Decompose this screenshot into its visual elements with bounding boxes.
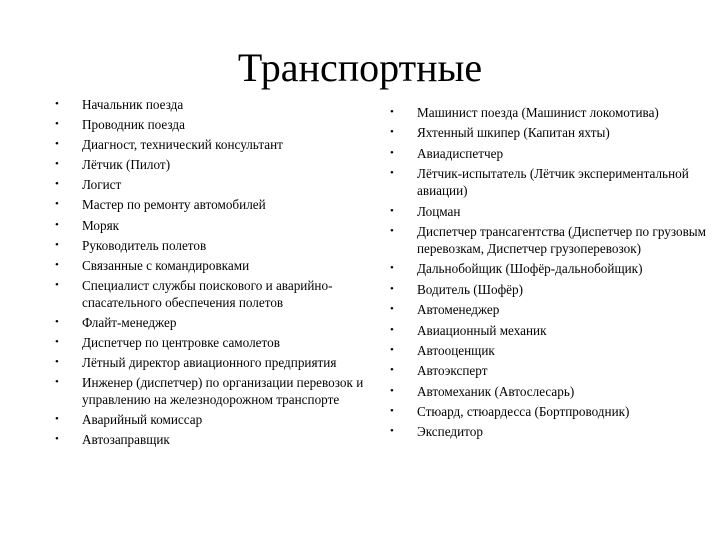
- bullet-icon: •: [55, 336, 59, 349]
- list-item-text: Лётчик (Пилот): [82, 157, 171, 173]
- bullet-icon: •: [55, 178, 59, 191]
- bullet-icon: •: [390, 167, 394, 180]
- bullet-icon: •: [55, 98, 59, 110]
- bullet-icon: •: [390, 384, 394, 397]
- list-item-text: Автоэксперт: [417, 363, 488, 379]
- list-item-text: Водитель (Шофёр): [417, 281, 523, 297]
- bullet-icon: •: [55, 198, 59, 211]
- bullet-icon: •: [390, 262, 394, 275]
- list-item: [55, 96, 377, 113]
- list-item: [55, 237, 377, 254]
- bullet-icon: •: [390, 323, 394, 336]
- bullet-icon: •: [55, 315, 59, 328]
- right-column-list: [390, 104, 712, 444]
- bullet-icon: •: [55, 376, 59, 389]
- list-item-text: Проводник поезда: [82, 117, 185, 133]
- list-item-text: Моряк: [82, 217, 120, 233]
- list-item-text: Диагност, технический консультант: [82, 137, 283, 153]
- list-item: [390, 322, 712, 339]
- bullet-icon: •: [55, 433, 59, 446]
- list-item: [55, 431, 377, 448]
- bullet-icon: •: [390, 364, 394, 377]
- bullet-icon: •: [390, 204, 394, 217]
- bullet-icon: •: [55, 413, 59, 426]
- list-item-text: Машинист поезда (Машинист локомотива): [417, 105, 659, 120]
- list-item: [55, 196, 377, 213]
- list-item: [390, 165, 712, 199]
- bullet-icon: •: [390, 343, 394, 356]
- list-item: [55, 156, 377, 173]
- list-item: [390, 362, 712, 379]
- list-item-text: Аварийный комиссар: [82, 412, 203, 428]
- left-column-list: [55, 96, 377, 452]
- bullet-icon: •: [55, 138, 59, 151]
- list-item: [55, 116, 377, 133]
- list-item: [390, 260, 712, 277]
- list-item-text: Яхтенный шкипер (Капитан яхты): [417, 125, 610, 141]
- list-item: [55, 374, 377, 408]
- list-item: [390, 223, 712, 257]
- list-item-text: Экспедитор: [417, 424, 483, 440]
- list-item-text: Лётный директор авиационного предприятия: [82, 355, 337, 371]
- bullet-icon: •: [55, 118, 59, 131]
- list-item-text: Инженер (диспетчер) по организации перевозок и управлению на железнодорожном транспорте: [82, 375, 364, 408]
- bullet-icon: •: [55, 158, 59, 171]
- bullet-icon: •: [390, 224, 394, 237]
- bullet-icon: •: [55, 218, 59, 231]
- bullet-icon: •: [390, 146, 394, 159]
- bullet-icon: •: [55, 238, 59, 251]
- list-item: [390, 203, 712, 220]
- list-item: [390, 383, 712, 400]
- list-item-text: Дальнобойщик (Шофёр-дальнобойщик): [417, 261, 643, 277]
- list-item-text: Лётчик-испытатель (Лётчик экспериментальной авиации): [417, 166, 689, 199]
- list-item: [55, 217, 377, 234]
- list-item: [390, 104, 712, 121]
- list-item: [390, 301, 712, 318]
- list-item-text: Специалист службы поискового и аварийно-спасательного обеспечения полетов: [82, 277, 333, 310]
- list-item: [390, 403, 712, 420]
- list-item-text: Диспетчер трансагентства (Диспетчер по грузовым перевозкам, Диспетчер грузоперевозок): [417, 223, 707, 256]
- list-item-text: Связанные с командировками: [82, 257, 250, 273]
- list-item-text: Руководитель полетов: [82, 237, 207, 253]
- list-item-text: Автооценщик: [417, 342, 495, 358]
- bullet-icon: •: [390, 106, 394, 118]
- list-item: [390, 281, 712, 298]
- list-item: [55, 334, 377, 351]
- bullet-icon: •: [55, 278, 59, 291]
- bullet-icon: •: [390, 405, 394, 418]
- list-item: [55, 411, 377, 428]
- list-item-text: Лоцман: [417, 203, 461, 219]
- slide-title: Транспортные: [237, 45, 483, 90]
- list-item-text: Начальник поезда: [82, 97, 184, 112]
- bullet-icon: •: [390, 126, 394, 139]
- list-item: [55, 257, 377, 274]
- list-item-text: Авиадиспетчер: [417, 145, 504, 161]
- list-item-text: Флайт-менеджер: [82, 314, 177, 330]
- list-item-text: Логист: [82, 177, 122, 193]
- list-item-text: Автомеханик (Автослесарь): [417, 383, 575, 399]
- list-item: [390, 423, 712, 440]
- list-item: [390, 124, 712, 141]
- list-item-text: Диспетчер по центровке самолетов: [82, 335, 280, 351]
- list-item: [55, 136, 377, 153]
- bullet-icon: •: [390, 303, 394, 316]
- list-item: [55, 314, 377, 331]
- list-item-text: Авиационный механик: [417, 322, 547, 338]
- list-item-text: Автозаправщик: [82, 432, 170, 448]
- list-item-text: Стюард, стюардесса (Бортпроводник): [417, 404, 630, 420]
- bullet-icon: •: [55, 356, 59, 369]
- list-item: [390, 145, 712, 162]
- bullet-icon: •: [390, 425, 394, 438]
- list-item: [55, 354, 377, 371]
- list-item: [390, 342, 712, 359]
- bullet-icon: •: [390, 282, 394, 295]
- list-item: [55, 277, 377, 311]
- list-item-text: Мастер по ремонту автомобилей: [82, 197, 266, 213]
- list-item: [55, 176, 377, 193]
- bullet-icon: •: [55, 258, 59, 271]
- list-item-text: Автоменеджер: [417, 302, 500, 318]
